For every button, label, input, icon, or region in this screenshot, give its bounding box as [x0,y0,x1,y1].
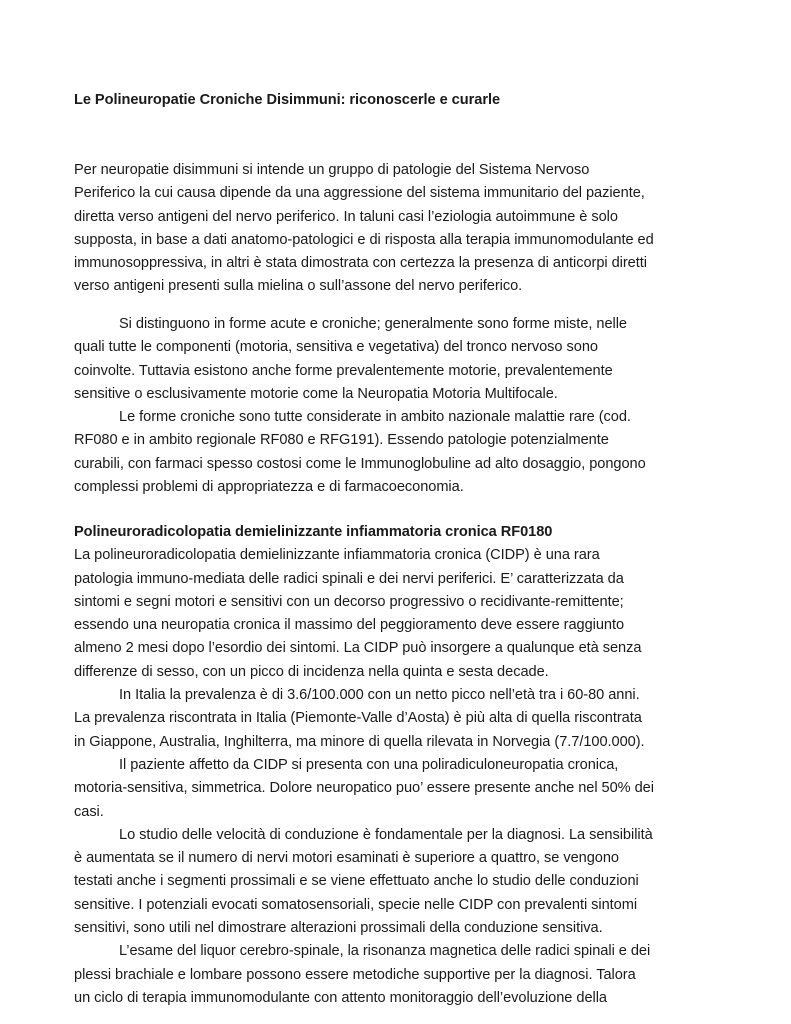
paragraph-line: La polineuroradicolopatia demielinizzante infiammatoria cronica (CIDP) è una rara [74,547,600,564]
paragraph-line: sintomi e segni motori e sensitivi con un decorso progressivo o recidivante-remittente; [74,593,624,610]
paragraph-line: essendo una neuropatia cronica il massimo del peggioramento deve essere raggiunto [74,617,625,634]
paragraph-line: In Italia la prevalenza è di 3.6/100.000 con un netto picco nell’età tra i 60-80 anni. [119,687,640,704]
forms-paragraph [74,313,724,499]
paragraph-line: è aumentata se il numero di nervi motori esaminati è superiore a quattro, se vengono [74,850,619,867]
paragraph-line: testati anche i segmenti prossimali e se viene effettuato anche lo studio delle conduzioni [74,873,639,890]
paragraph-line: casi. [74,803,104,820]
paragraph-line: motoria-sensitiva, simmetrica. Dolore neuropatico puo’ essere presente anche nel 50% dei [74,780,654,797]
paragraph-line: almeno 2 mesi dopo l’esordio dei sintomi. La CIDP può insorgere a qualunque età senza [74,640,642,657]
section-heading: Polineuroradicolopatia demielinizzante infiammatoria cronica RF0180 [74,524,553,540]
paragraph-line: Periferico la cui causa dipende da una aggressione del sistema immunitario del paziente, [74,185,645,202]
paragraph-line: sensitivi, sono utili nel dimostrare alterazioni prossimali della conduzione sensitiva. [74,920,603,937]
paragraph-line: complessi problemi di appropriatezza e di farmacoeconomia. [74,479,464,496]
paragraph-line: La prevalenza riscontrata in Italia (Piemonte-Valle d’Aosta) è più alta di quella riscontrata [74,710,642,727]
paragraph-line: verso antigeni presenti sulla mielina o sull’assone del nervo periferico. [74,278,523,295]
paragraph-line: Lo studio delle velocità di conduzione è fondamentale per la diagnosi. La sensibilità [119,826,653,843]
paragraph-line: immunosoppressiva, in altri è stata dimostrata con certezza la presenza di anticorpi diretti [74,255,647,272]
paragraph-line: plessi brachiale e lombare possono essere metodiche supportive per la diagnosi. Talora [74,966,636,983]
paragraph-line: Per neuropatie disimmuni si intende un gruppo di patologie del Sistema Nervoso [74,162,590,178]
paragraph-line: Il paziente affetto da CIDP si presenta con una poliradiculoneuropatia cronica, [119,756,619,773]
paragraph-line: Si distinguono in forme acute e croniche; generalmente sono forme miste, nelle [119,316,627,332]
paragraph-line: in Giappone, Australia, Inghilterra, ma minore di quella rilevata in Norvegia (7.7/100.000). [74,733,645,750]
paragraph-line: L’esame del liquor cerebro-spinale, la risonanza magnetica delle radici spinali e dei [119,943,651,960]
cidp-section [74,521,724,1010]
paragraph-line: sensitive o esclusivamente motorie come la Neuropatia Motoria Multifocale. [74,385,558,402]
paragraph-line: un ciclo di terapia immunomodulante con attento monitoraggio dell’evoluzione della [74,989,607,1006]
paragraph-line: RF080 e in ambito regionale RF080 e RFG191). Essendo patologie potenzialmente [74,432,609,449]
paragraph-line: quali tutte le componenti (motoria, sensitiva e vegetativa) del tronco nervoso sono [74,339,598,356]
paragraph-line: Le forme croniche sono tutte considerate in ambito nazionale malattie rare (cod. [119,409,631,426]
paragraph-line: differenze di sesso, con un picco di incidenza nella quinta e sesta decade. [74,663,549,680]
intro-paragraph [74,159,724,299]
paragraph-line: patologia immuno-mediata delle radici spinali e dei nervi periferici. E’ caratterizzata da [74,570,624,587]
paragraph-line: coinvolte. Tuttavia esistono anche forme prevalentemente motorie, prevalentemente [74,362,613,379]
document-title: Le Polineuropatie Croniche Disimmuni: riconoscerle e curarle [74,92,501,108]
paragraph-line: diretta verso antigeni del nervo periferico. In taluni casi l’eziologia autoimmune è solo [74,208,618,225]
paragraph-line: sensitive. I potenziali evocati somatosensoriali, specie nelle CIDP con prevalenti sintomi [74,896,638,913]
paragraph-line: curabili, con farmaci spesso costosi come le Immunoglobuline ad alto dosaggio, pongono [74,455,646,472]
paragraph-line: supposta, in base a dati anatomo-patologici e di risposta alla terapia immunomodulante ed [74,231,654,248]
